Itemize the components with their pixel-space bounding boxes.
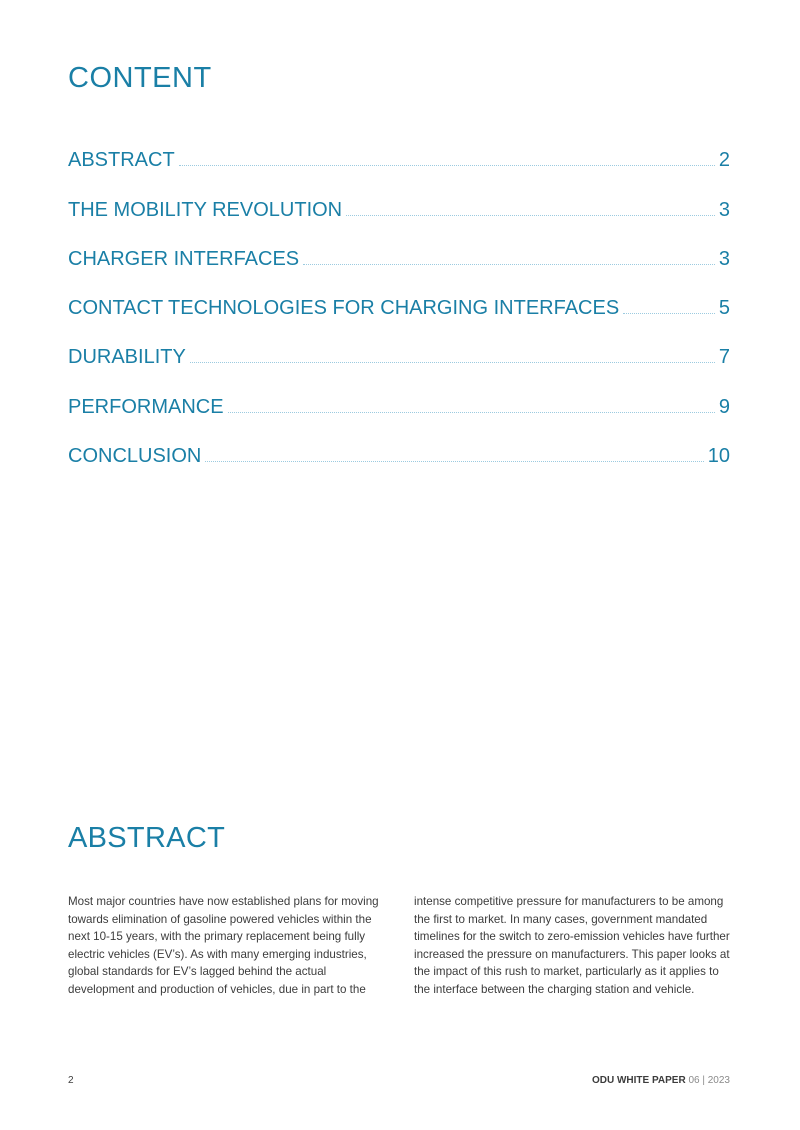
toc-entry-page: 2 <box>718 149 730 172</box>
toc-entry-label: PERFORMANCE <box>68 395 224 418</box>
abstract-heading: ABSTRACT <box>68 822 226 854</box>
footer-page-number: 2 <box>68 1075 74 1086</box>
toc-entry-page: 3 <box>718 247 730 270</box>
toc-entry-durability[interactable] <box>68 321 730 370</box>
toc-leader-dots <box>205 460 703 462</box>
toc-leader-dots <box>190 361 715 363</box>
toc-leader-dots <box>346 214 715 216</box>
toc-entry-page: 9 <box>718 395 730 418</box>
toc-leader-dots <box>303 263 715 265</box>
toc-entry-page: 3 <box>718 198 730 221</box>
toc-entry-label: CHARGER INTERFACES <box>68 247 300 270</box>
footer-publication-name: ODU WHITE PAPER <box>591 1075 686 1086</box>
toc-entry-conclusion[interactable] <box>68 420 730 469</box>
toc-entry-label: ABSTRACT <box>68 149 175 172</box>
toc-entry-contact-technologies[interactable] <box>68 272 730 321</box>
toc-title: CONTENT <box>68 62 212 94</box>
table-of-contents <box>68 124 730 469</box>
abstract-text <box>68 893 732 999</box>
footer-issue: 06 | 2023 <box>688 1075 730 1086</box>
toc-entry-abstract[interactable] <box>68 124 730 173</box>
toc-entry-label: CONTACT TECHNOLOGIES FOR CHARGING INTERFACES <box>68 297 620 320</box>
abstract-paragraph: Most major countries have now established plans for moving towards elimination of gasoline powered vehicles within the next 10-15 years, with the primary replacement being fully electric vehicles (EV’s). As with many emerging industries, global standards for EV’s lagged behind the actual development and production of vehicles, due in part to the intense competitive pressure for manufacturers to be among the first to market. In many cases, government mandated timelines for the switch to zero-emission vehicles have further increased the pressure on manufacturers. This paper looks at the impact of this rush to market, particularly as it applies to the interface between the charging station and vehicle. <box>68 895 730 996</box>
footer-publication <box>592 1075 730 1086</box>
toc-entry-page: 7 <box>718 346 730 369</box>
toc-entry-charger-interfaces[interactable] <box>68 223 730 272</box>
toc-entry-mobility-revolution[interactable] <box>68 173 730 222</box>
toc-entry-page: 5 <box>718 297 730 320</box>
toc-entry-page: 10 <box>707 445 730 468</box>
toc-leader-dots <box>228 411 715 413</box>
toc-entry-label: DURABILITY <box>68 346 186 369</box>
toc-leader-dots <box>179 164 715 166</box>
toc-entry-label: THE MOBILITY REVOLUTION <box>68 198 343 221</box>
toc-leader-dots <box>623 312 715 314</box>
toc-entry-label: CONCLUSION <box>68 445 202 468</box>
toc-entry-performance[interactable] <box>68 370 730 419</box>
